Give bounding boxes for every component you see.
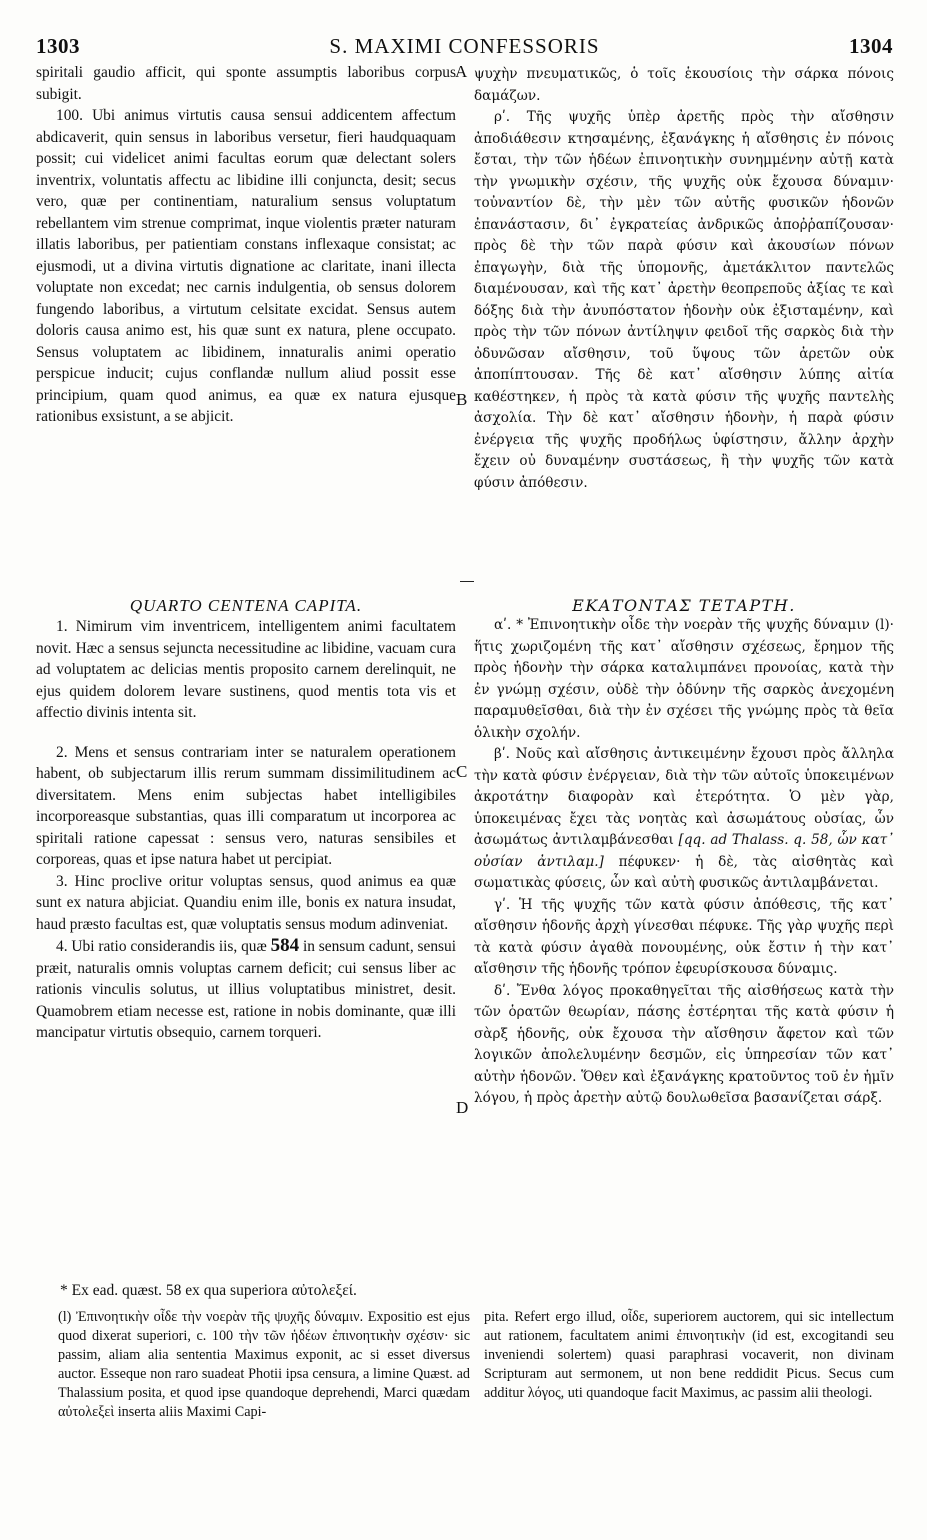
margin-letter-c: C xyxy=(456,762,468,781)
column-number-marker: 584 xyxy=(270,935,300,956)
right-page-number: 1304 xyxy=(849,34,893,58)
latin-chapter-1-text: 1. Nimirum vim inventricem, intelligentem animi facultatem novit. Hæc a sensus sejuncta necessitudine ac libidine, vacuam cura ad voluptatem ac delicias mentis proposito carnem derelinquit, ne ejus quidem dolorem levare sustinens, quod mentis tota vis et affectio divinis intenta sit. xyxy=(36,618,456,721)
greek-chapter-2-start: βʹ. Νοῦς καὶ αἴσθησις ἀντικειμένην ἔχουσι πρὸς ἄλληλα τὴν κατὰ φύσιν ἐνέργειαν, διὰ τὴν τῶν αὐτοῖς ὑποκειμένων ἀκροτάτην διαφορὰν καὶ ἑτερότητα. Ὁ μὲν γὰρ, ὑποκειμένας ἔχει τὰς νοητὰς καὶ ἀσωμάτους οὐσίας, ὧν ἀσωμάτως ἀντιλαμβάνεσθαι xyxy=(474,746,894,848)
greek-chapter-100: ρʹ. Τῆς ψυχῆς ὑπὲρ ἀρετῆς πρὸς τὴν αἴσθησιν ἀποδιάθεσιν κτησαμένης, ἐξανάγκης ἡ αἴσθησις ἐν πόνοις ἔσται, τὴν τῶν ἡδέων ἐπινοητικὴν συνημμένην αὐτῇ κατὰ τὴν γνωμικὴν σχέσιν, τῆς ψυχῆς οὐκ ἔχουσα δύναμιν· τοὐναντίον δὲ, τὴν μὲν τῶν αὐτῆς φυσικῶν ἡδονῶν ἐπανάστασιν, δι᾽ ἐγκρατείας ἀνδρικῶς ἀποῤῥαπίζουσαν· πρὸς δὲ τὴν τῶν παρὰ φύσιν καὶ ἀκουσίων πόνων ἐπαγωγὴν, διὰ τῆς ὑπομονῆς, ἀμετάκλιτον παντελῶς διαμένουσαν, καὶ τῆς κατ᾽ ἀρετὴν θεοπρεποῦς ἀξίας τε καὶ δόξης διὰ τὴν ἀνυπόστατον ἡδονὴν οὐκ ἐξισταμένην, καὶ πρὸς τὴν τῶν πόνων ἀντίληψιν φειδοῖ τῆς σαρκὸς διὰ τὴν ὀδυνῶσαν αἴσθησιν, τοῦ ὕψους τῶν ἀρετῶν οὐκ ἀποπίπτουσαν. Τῆς δὲ κατ᾽ αἴσθησιν λύπης αἰτία καθέστηκεν, ἡ πρὸς τὰ κατὰ φύσιν τῆς ψυχῆς παντελὴς ἀσχολία. Τὴν δὲ κατ᾽ αἴσθησιν ἡδονὴν, ἡ παρὰ φύσιν ἐνέργεια τῆς ψυχῆς προδήλως ὑφίστησιν, ἄλλην ἀρχὴν ἔχειν οὐ δυναμένην συστάσεως, ἢ τὴν ψυχῆς τῶν κατὰ φύσιν ἀπόθεσιν. xyxy=(474,109,894,491)
running-title: S. MAXIMI CONFESSORIS xyxy=(329,34,600,58)
greek-chapter-4: δʹ. Ἔνθα λόγος προκαθηγεῖται τῆς αἰσθήσεως κατὰ τὴν τῶν ὁρατῶν θεωρίαν, πάσης ἐστέρηται τῆς κατὰ φύσιν ἡ σὰρξ ἡδονῆς, οὐκ ἔχουσα τὴν αἴσθησιν ἄφετον καὶ τῶν λογικῶν ἀπολελυμένην δεσμῶν, εἰς ὑπηρεσίαν τῶν κατ᾽ αὐτὴν ἡδονῶν. Ὅθεν καὶ ἐξανάγκης κρατοῦντος τοῦ ἐν ἡμῖν λόγου, ἡ πρὸς ἀρετὴν αὐτῷ δουλωθεῖσα βασανίζεται σάρξ. xyxy=(474,982,894,1106)
greek-top-block xyxy=(474,64,894,494)
latin-chapter-4-start: 4. Ubi ratio considerandis iis, quæ xyxy=(56,938,267,955)
margin-letter-b: B xyxy=(456,390,468,409)
left-page-number: 1303 xyxy=(36,34,80,58)
latin-chapter-4-rest: in sensum cadunt, sensui præit, naturalis omnis voluptas carnem deficit; cui sensus liber ac rationis vinculis solutus, ut illius voluptatibus ministret, desit. Quamobrem etiam necesse est, ratione in nobis dominante, quæ illi mancipatur virtutis obsequio, carnem torqueri. xyxy=(36,938,457,1041)
column-divider-mark xyxy=(460,581,474,582)
greek-section xyxy=(474,596,894,1110)
greek-section-title: ΕΚΑΤΟΝΤΑΣ ΤΕΤΑΡΤΗ. xyxy=(572,596,796,615)
greek-chapter-2-end: πέφυκεν· ἡ δὲ, τὰς αἰσθητὰς καὶ σωματικὰς φύσεις, ὧν καὶ αὐτὴ φυσικῶς ἀντιλαμβάνεται. xyxy=(474,853,894,891)
latin-chapter-3: 3. Hinc proclive oritur voluptas sensus, quod animus ea quæ sunt ex natura abjiciat. Quandiu enim ille, bonis ex natura insudat, haud præsto facultas est, quæ voluptatis sensus modum adinveniat. xyxy=(36,872,456,933)
latin-chapter-1 xyxy=(36,616,456,724)
footnote-l-left: (l) Ἐπινοητικὴν οἶδε τὴν νοερὰν τῆς ψυχῆς δύναμιν. Expositio est ejus quod dixerat superiori, c. 100 τὴν τῶν ἡδέων ἐπινοητικὴν σχέσιν· sic passim, aliam alia sententia Maximus exponit, ac si esset diversus auctor. Esseque non raro suadeat Photii ipsa censura, a limine Quæst. ad Thalassium posita, et quod ipse quandoque deprehendi, Marci quædam αὐτολεξεὶ inserta aliis Maximi Capi- xyxy=(58,1309,470,1420)
greek-chapter-2-reference: [qq. ad Thalass. q. 58, ὧν κατ᾽ οὐσίαν ἀντιλαμ.] xyxy=(474,832,894,870)
latin-section-title: QUARTO CENTENA CAPITA. xyxy=(129,596,363,615)
margin-letter-a: A xyxy=(455,62,468,81)
footnote-star: * Ex ead. quæst. 58 ex qua superiora αὐτολεξεί. xyxy=(60,1282,357,1299)
greek-paragraph-continuation: ψυχὴν πνευματικῶς, ὁ τοῖς ἑκουσίοις τὴν σάρκα πόνοις δαμάζων. xyxy=(474,66,894,104)
latin-top-block xyxy=(36,62,456,428)
page-header xyxy=(36,34,893,62)
latin-section xyxy=(36,596,456,1044)
greek-chapter-2 xyxy=(474,744,894,895)
greek-chapter-3: γʹ. Ἡ τῆς ψυχῆς τῶν κατὰ φύσιν ἀπόθεσις, τῆς κατ᾽ αἴσθησιν ἡδονῆς ἀρχὴ γίνεσθαι πέφυκε. Τῆς γὰρ ψυχῆς περὶ τὰ κατὰ φύσιν ἀγαθὰ πονουμένης, οὐκ ἔστιν ἡ τὴν κατ᾽ αἴσθησιν τῆς ἡδονῆς τρόπον ἐφευρίσκουσα δύναμις. xyxy=(474,896,894,977)
margin-letter-d: D xyxy=(456,1098,469,1117)
greek-chapter-1: αʹ. * Ἐπινοητικὴν οἶδε τὴν νοερὰν τῆς ψυχῆς δύναμιν (l)· ἥτις χωριζομένη τῆς κατ᾽ αἴσθησιν σχέσεως, ἔρημον τῆς πρὸς ἡδονὴν τὴν σάρκα καταλιμπάνει προνοίας, κατὰ τὴν ἐν γνώμῃ σχέσιν, οὐδὲ τὴν ὀδύνην τῆς σαρκὸς ἀνεχομένη παραμυθεῖσθαι, διὰ τὴν ἐν σχέσει τῆς γνώμης πρὸς τὰ θεῖα ὁλικὴν σχολήν. xyxy=(474,617,894,741)
latin-chapter-2: 2. Mens et sensus contrariam inter se naturalem operationem habent, ob subjectarum illis rerum summam dissimilitudinem ac diversitatem. Mens enim subjectas habet intelligibiles incorporeasque substantias, quas illi comparatum ut incorporea ac spiritali ratione capessat : sensus vero, naturas sensibiles et corporeas, quas et ipse natura habet ut percipiat. xyxy=(36,743,456,868)
latin-chapter-100: 100. Ubi animus virtutis causa sensui addicentem affectum abdicaverit, quin sensus in laboribus versetur, fieri haudquaquam possit; cui videlicet animi facultas eorum quæ delectant solers inventrix, voluntatis affectu ac libidine illi conjuncta, desit; secus vero, quæ per continentiam, naturalium sensus voluptatum rebellantem vim strenue comprimat, inque violentis præter naturam illatis laboribus, per patientiam constans inflexaque consistat; ac ejusmodi, ut a divina virtutis dignatione ac claritate, inani illecta voluptate non excedat; nec carnis indulgentia, ob sensus dolorem fungendo laboribus, a virtutum celsitate excidat. Sensus autem doloris causa animo est, his quæ sunt ex natura, plene occupato. Sensus voluptatem ac libidinem, innaturalis animi operatio perspicue inducit; cujus conflandæ nullum aliud possit esse principium, quam quod animus, ea quæ ex natura ejusque rationibus exsistunt, a se abjicit. xyxy=(36,107,456,425)
latin-chapter-4 xyxy=(36,935,456,1044)
footnote-l-right: pita. Refert ergo illud, οἶδε, superiorem auctorem, qui sic intellectum aut rationem, facultatem animi ἐπινοητικὴν (id est, excogitandi seu inveniendi solertem) quasi paraphrasi vocaverit, non divinam Scripturam aut sermonem, ut non bene reddidit Picus. Secus cum additur λόγος, uti quandoque facit Maximus, ac passim alii theologi. xyxy=(484,1309,894,1401)
latin-paragraph-continuation: spiritali gaudio afficit, qui sponte assumptis laboribus corpus subigit. xyxy=(36,64,456,103)
